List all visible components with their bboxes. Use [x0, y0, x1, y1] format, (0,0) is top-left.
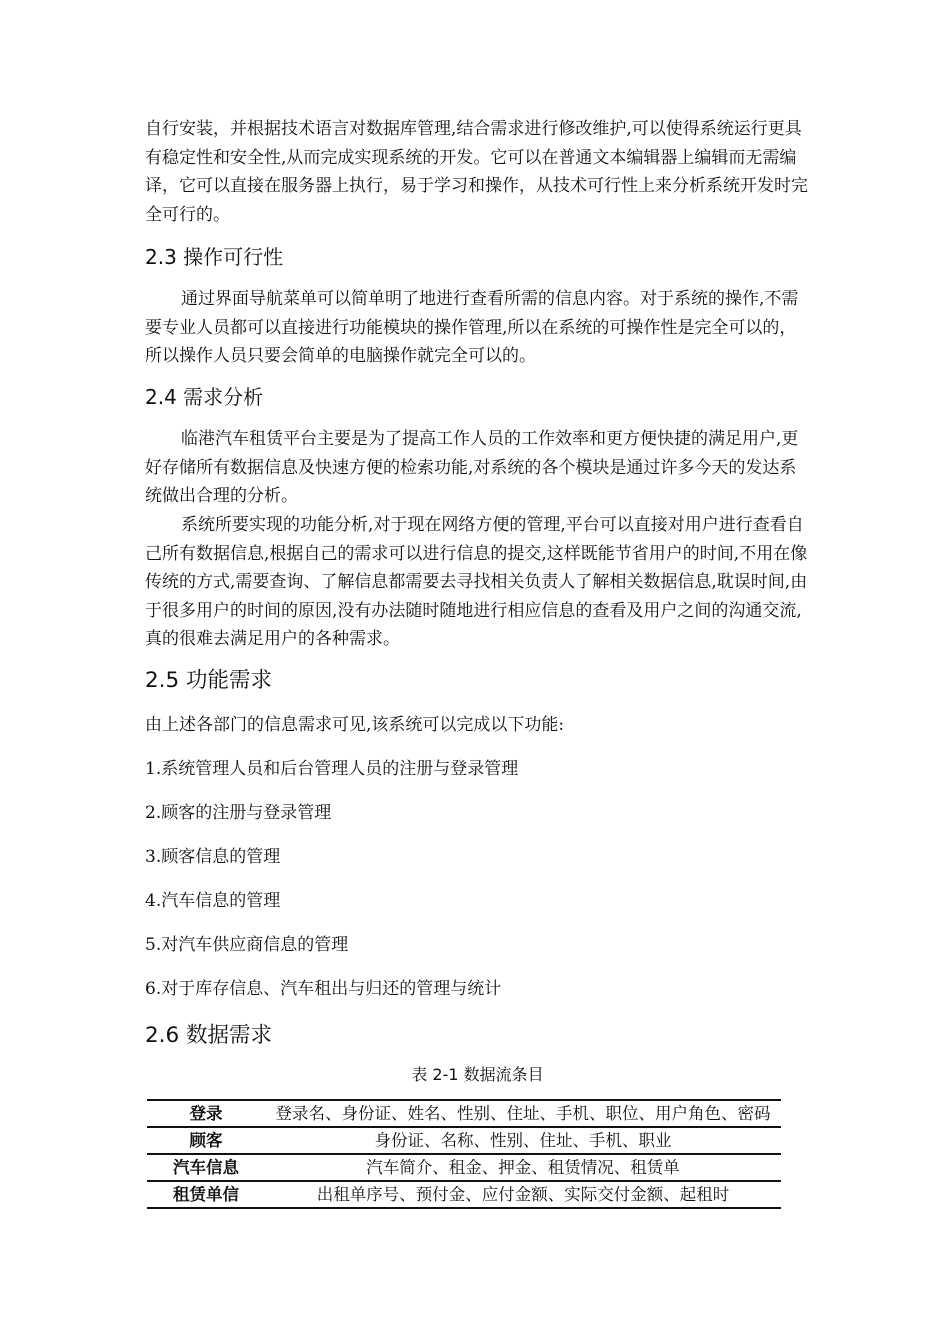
section-heading-2-6: 2.6 数据需求: [145, 1023, 273, 1048]
table-cell-fields: 出租单序号、预付金、应付金额、实际交付金额、起租时: [316, 1185, 730, 1204]
table-cell-fields: 身份证、名称、性别、住址、手机、职业: [374, 1131, 672, 1150]
table-cell-name: 租赁单信: [173, 1185, 239, 1204]
table-row: [147, 1100, 781, 1127]
list-item: 2.顾客的注册与登录管理: [145, 803, 332, 823]
section-heading-2-4: 2.4 需求分析: [145, 385, 264, 409]
list-item: 4.汽车信息的管理: [145, 891, 281, 911]
data-flow-table: [147, 1099, 781, 1209]
table-row: [147, 1127, 781, 1154]
table-cell-name: 汽车信息: [173, 1158, 239, 1177]
table-cell-fields: 汽车简介、租金、押金、租赁情况、租赁单: [366, 1158, 680, 1177]
list-item: 5.对汽车供应商信息的管理: [145, 935, 349, 955]
section-heading-2-5: 2.5 功能需求: [145, 668, 273, 693]
section-2-5-intro: 由上述各部门的信息需求可见,该系统可以完成以下功能:: [145, 715, 565, 735]
table-row: [147, 1154, 781, 1181]
table-row: [147, 1181, 781, 1208]
list-item: 3.顾客信息的管理: [145, 847, 281, 867]
list-item: 1.系统管理人员和后台管理人员的注册与登录管理: [145, 759, 519, 779]
intro-paragraph: 自行安装，并根据技术语言对数据库管理,结合需求进行修改维护,可以使得系统运行更具有稳定性和安全性,从而完成实现系统的开发。它可以在普通文本编辑器上编辑而无需编译，它可以直接在服务器上执行，易于学习和操作，从技术可行性上来分析系统开发时完全可行的。: [145, 119, 808, 225]
table-cell-name: 顾客: [189, 1131, 223, 1150]
table-caption: 表 2-1 数据流条目: [411, 1065, 544, 1084]
section-2-4-paragraph-1: 临港汽车租赁平台主要是为了提高工作人员的工作效率和更方便快捷的满足用户,更好存储所有数据信息及快速方便的检索功能,对系统的各个模块是通过许多今天的发达系统做出合理的分析。: [145, 429, 799, 506]
section-2-4-paragraph-2: 系统所要实现的功能分析,对于现在网络方便的管理,平台可以直接对用户进行查看自己所有数据信息,根据自己的需求可以进行信息的提交,这样既能节省用户的时间,不用在像传统的方式,需要查询、了解信息都需要去寻找相关负责人了解相关数据信息,耽误时间,由于很多用户的时间的原因,没有办法随时随地进行相应信息的查看及用户之间的沟通交流,真的很难去满足用户的各种需求。: [145, 515, 808, 649]
section-heading-2-3: 2.3 操作可行性: [145, 245, 284, 269]
table-cell-fields: 登录名、身份证、姓名、性别、住址、手机、职位、用户角色、密码: [275, 1104, 771, 1123]
list-item: 6.对于库存信息、汽车租出与归还的管理与统计: [145, 979, 502, 999]
table-cell-name: 登录: [189, 1104, 223, 1123]
section-2-3-paragraph: 通过界面导航菜单可以简单明了地进行查看所需的信息内容。对于系统的操作,不需要专业人员都可以直接进行功能模块的操作管理,所以在系统的可操作性是完全可以的，所以操作人员只要会简单的电脑操作就完全可以的。: [145, 289, 799, 366]
